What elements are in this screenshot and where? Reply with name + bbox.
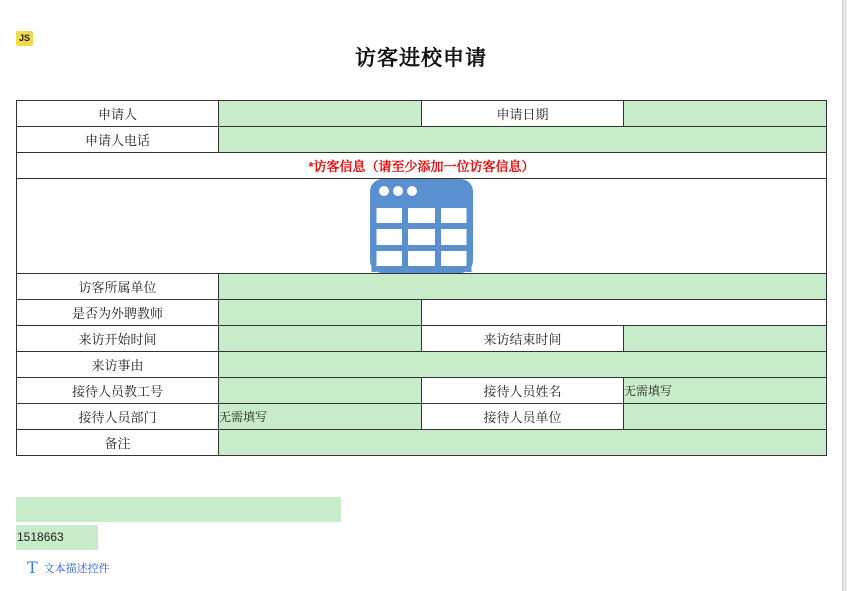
remark-field[interactable] <box>219 430 827 456</box>
window-right-edge <box>842 0 847 591</box>
form-row <box>17 274 827 300</box>
phone-label: 申请人电话 <box>17 127 219 153</box>
phone-field[interactable] <box>219 127 827 153</box>
start-time-field[interactable] <box>219 326 422 352</box>
js-badge-icon: JS <box>16 31 33 46</box>
reception-unit-label: 接待人员单位 <box>422 404 624 430</box>
reception-name-label: 接待人员姓名 <box>422 378 624 404</box>
reason-label: 来访事由 <box>17 352 219 378</box>
start-time-label: 来访开始时间 <box>17 326 219 352</box>
empty-cell <box>422 300 827 326</box>
number-field[interactable]: 1518663 <box>16 525 98 550</box>
form-row <box>17 300 827 326</box>
end-time-field[interactable] <box>624 326 827 352</box>
text-description-label: 文本描述控件 <box>43 563 110 575</box>
form-row <box>17 127 827 153</box>
visitor-unit-field[interactable] <box>219 274 827 300</box>
reception-dept-field[interactable]: 无需填写 <box>219 404 422 430</box>
reception-unit-field[interactable] <box>624 404 827 430</box>
reception-id-label: 接待人员教工号 <box>17 378 219 404</box>
table-grid-icon <box>370 179 473 273</box>
reception-dept-label: 接待人员部门 <box>17 404 219 430</box>
hidden-field-bar[interactable] <box>16 497 341 522</box>
page-title: 访客进校申请 <box>355 47 487 70</box>
text-description-control[interactable] <box>27 559 110 577</box>
form-row <box>17 404 827 430</box>
is-teacher-label: 是否为外聘教师 <box>17 300 219 326</box>
form-row <box>17 378 827 404</box>
form-row <box>17 179 827 274</box>
reception-name-field[interactable]: 无需填写 <box>624 378 827 404</box>
reason-field[interactable] <box>219 352 827 378</box>
applicant-label: 申请人 <box>17 101 219 127</box>
apply-date-label: 申请日期 <box>422 101 624 127</box>
visitor-info-notice: *访客信息（请至少添加一位访客信息） <box>17 153 827 179</box>
form-row <box>17 430 827 456</box>
form-row <box>17 352 827 378</box>
reception-id-field[interactable] <box>219 378 422 404</box>
form-row <box>17 101 827 127</box>
apply-date-field[interactable] <box>624 101 827 127</box>
form-row <box>17 326 827 352</box>
visitor-unit-label: 访客所属单位 <box>17 274 219 300</box>
form-row <box>17 153 827 179</box>
end-time-label: 来访结束时间 <box>422 326 624 352</box>
application-form-table <box>16 100 827 456</box>
is-teacher-field[interactable] <box>219 300 422 326</box>
remark-label: 备注 <box>17 430 219 456</box>
visitor-subtable-placeholder[interactable] <box>17 179 827 274</box>
text-t-icon: T <box>27 558 38 577</box>
applicant-field[interactable] <box>219 101 422 127</box>
